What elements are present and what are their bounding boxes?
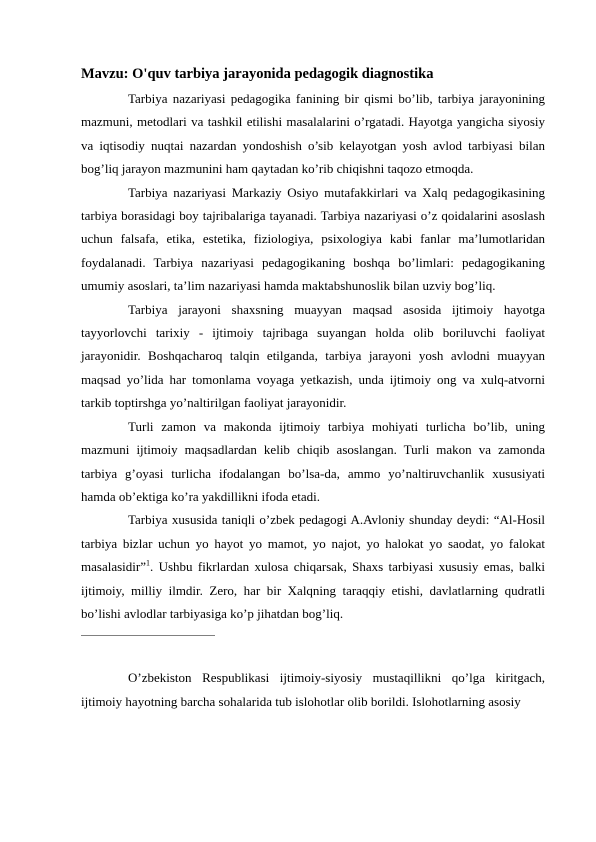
paragraph-1: Tarbiya nazariyasi pedagogika fanining bir qismi bo’lib, tarbiya jarayonining mazmuni, metodlari va tashkil etilishi masalalarini o’rgatadi. Hayotga yangicha siyosiy va iqtisodiy nuqtai nazardan yondoshish o’sib kelayotgan yosh avlod tarbiyasi bilan bog’liq jarayon mazmunini ham qaytadan ko’rib chiqishni taqozo etmoqda.	[81, 91, 545, 177]
footnote-marker[interactable]: 1	[145, 558, 150, 568]
quote-continuation: . Ushbu fikrlardan xulosa chiqarsak, Shaxs tarbiyasi xususiy emas, balki ijtimoiy, milliy ilmdir. Zero, har bir Xalqning taraqqiy etishi, davlatlarning qudratli bo’lishi avlodlar tarbiyasiga ko’p jihatdan bog’liq.	[81, 559, 545, 621]
paragraph-5	[81, 508, 545, 625]
quote-text: Tarbiya xususida taniqli o’zbek pedagogi A.Avloniy shunday deydi: “Al-Hosil tarbiya bizlar uchun yo hayot yo mamot, yo najot, yo halokat yo saodat, yo falokat masalasidir”	[81, 512, 545, 575]
document-page	[81, 64, 545, 713]
paragraph-6: O’zbekiston Respublikasi ijtimoiy-siyosiy mustaqillikni qo’lga kiritgach, ijtimoiy hayotning barcha sohalarida tub islohotlar olib borildi. Islohotlarning asosiy	[81, 670, 545, 709]
document-title: Mavzu: O'quv tarbiya jarayonida pedagogik diagnostika	[81, 66, 434, 82]
paragraph-4: Turli zamon va makonda ijtimoiy tarbiya mohiyati turlicha bo’lib, uning mazmuni ijtimoiy maqsadlardan kelib chiqib asoslangan. Turli makon va zamonda tarbiya g’oyasi turlicha ifodalangan bo’lsa-da, ammo yo’naltiruvchanlik xususiyati hamda ob’ektiga ko’ra yakdillikni ifoda etadi.	[81, 418, 545, 504]
paragraph-3: Tarbiya jarayoni shaxsning muayyan maqsad asosida ijtimoiy hayotga tayyorlovchi tarixiy - ijtimoiy tajribaga suyangan holda olib boriluvchi faoliyat jarayonidir. Boshqacharoq talqin etilganda, tarbiya jarayoni yosh avlodni muayyan maqsad yo’lida har tomonlama voyaga yetkazish, unda ijtimoiy ong va xulq-atvorni tarkib toptirshga yo’naltirilgan faoliyat jarayonidir.	[81, 301, 545, 411]
paragraph-2: Tarbiya nazariyasi Markaziy Osiyo mutafakkirlari va Xalq pedagogikasining tarbiya borasidagi boy tajribalariga tayanadi. Tarbiya nazariyasi o’z qoidalarini asoslash uchun falsafa, etika, estetika, fiziologiya, psixologiya kabi fanlar ma’lumotlaridan foydalanadi. Tarbiya nazariyasi pedagogikaning boshqa bo’limlari: pedagogikaning umumiy asoslari, ta’lim nazariyasi hamda maktabshunoslik bilan uzviy bog’liq.	[81, 184, 545, 294]
footnote-separator	[81, 635, 215, 636]
